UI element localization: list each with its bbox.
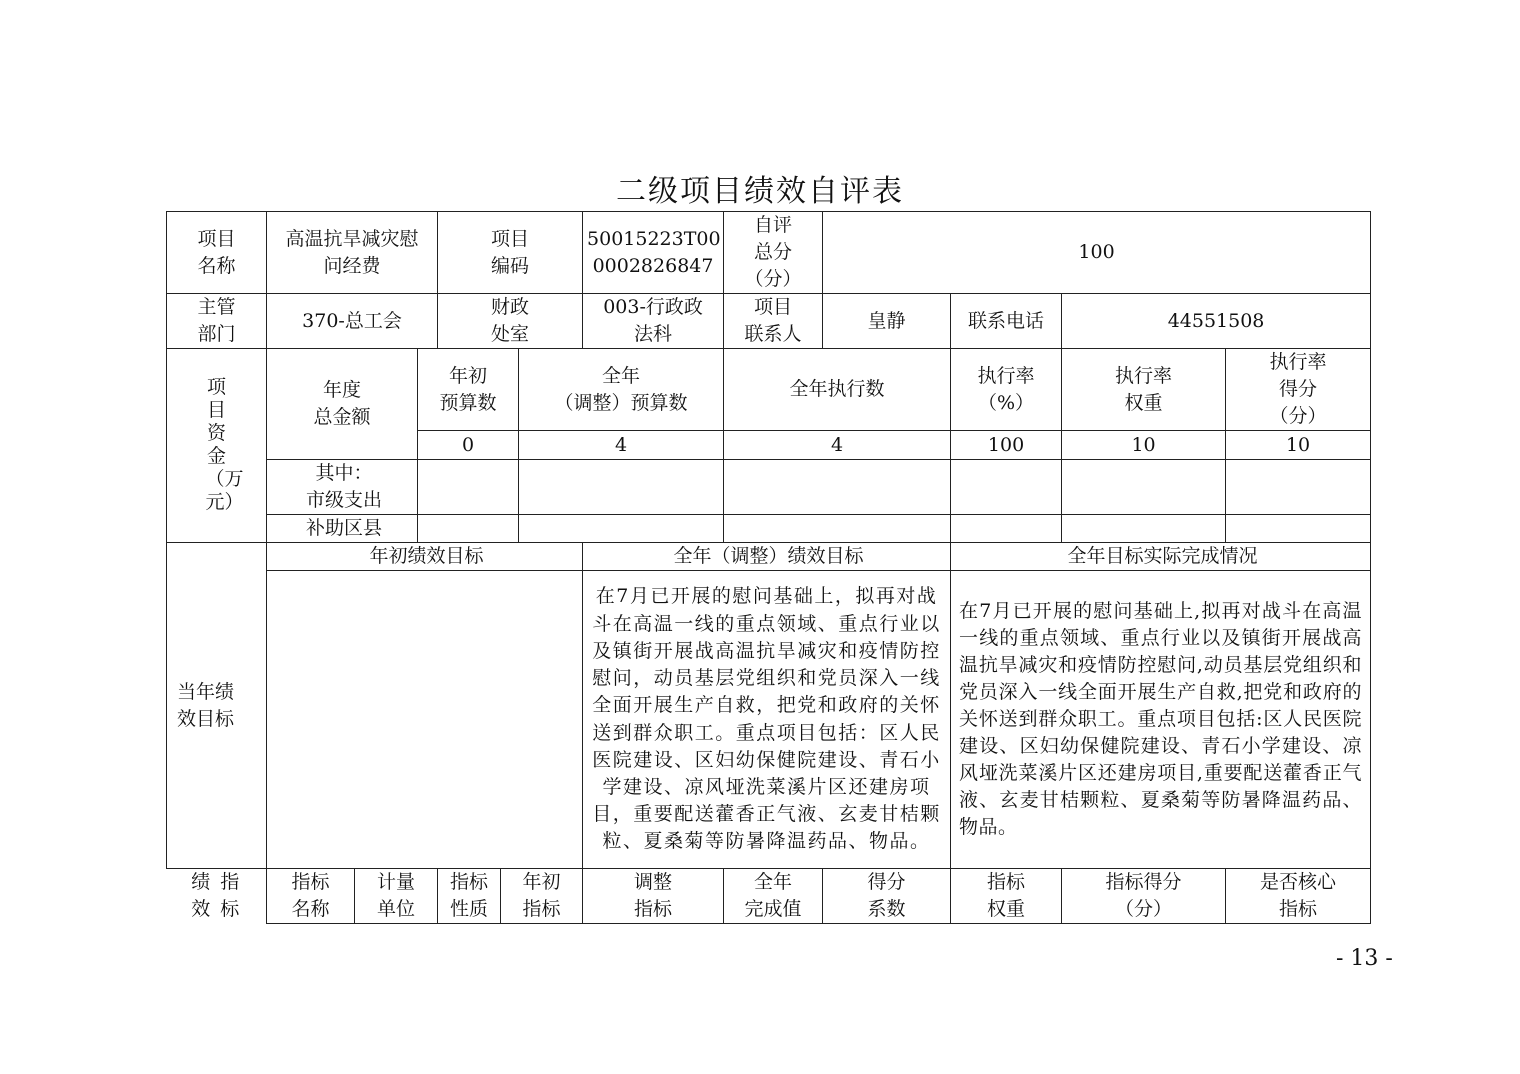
project-name-label: 项目 名称: [167, 212, 267, 294]
funds-district-adjusted: [519, 515, 724, 543]
funds-district-rate: [951, 515, 1062, 543]
page-number: - 13 -: [1336, 946, 1393, 971]
funds-city-weight: [1062, 460, 1226, 515]
self-score-value: 100: [823, 212, 1371, 294]
project-code-value: 50015223T00 0002826847: [583, 212, 724, 294]
funds-adjusted-value: 4: [519, 431, 724, 460]
self-score-label: 自评 总分 （分）: [724, 212, 823, 294]
dept-value: 370-总工会: [267, 294, 438, 349]
funds-header-total: 年度 总金额: [267, 349, 418, 460]
goals-initial-text: [267, 571, 583, 869]
funds-district-row: [167, 515, 1371, 543]
funds-header-executed: 全年执行数: [724, 349, 951, 431]
goals-adjusted-header: 全年（调整）绩效目标: [583, 543, 951, 571]
goals-initial-header: 年初绩效目标: [267, 543, 583, 571]
funds-city-label: 其中： 市级支出: [267, 460, 418, 515]
indicator-header-nature: 指标 性质: [438, 869, 501, 924]
indicator-header-adjusted: 调整 指标: [583, 869, 724, 924]
funds-city-initial: [418, 460, 519, 515]
funds-header-weight: 执行率 权重: [1062, 349, 1226, 431]
goals-content-row: [167, 571, 1371, 869]
funds-district-initial: [418, 515, 519, 543]
project-name-value: 高温抗旱减灾慰 问经费: [267, 212, 438, 294]
funds-city-adjusted: [519, 460, 724, 515]
funds-header-initial: 年初 预算数: [418, 349, 519, 431]
funds-header-score: 执行率 得分 （分）: [1226, 349, 1371, 431]
funds-city-score: [1226, 460, 1371, 515]
page-title: 二级项目绩效自评表: [616, 174, 904, 209]
contact-label: 项目 联系人: [724, 294, 823, 349]
funds-header-row: [167, 349, 1371, 431]
goals-section-label: 当年绩 效目标: [167, 543, 267, 869]
funds-rate-value: 100: [951, 431, 1062, 460]
funds-header-rate: 执行率 （%）: [951, 349, 1062, 431]
indicator-header-score: 指标得分 （分）: [1062, 869, 1226, 924]
funds-city-executed: [724, 460, 951, 515]
indicator-header-name: 指标 名称: [267, 869, 355, 924]
funds-initial-value: 0: [418, 431, 519, 460]
indicator-header-weight: 指标 权重: [951, 869, 1062, 924]
project-info-row: [167, 212, 1371, 294]
evaluation-form-table: [166, 211, 1371, 924]
phone-value: 44551508: [1062, 294, 1371, 349]
phone-label: 联系电话: [951, 294, 1062, 349]
contact-value: 皇静: [823, 294, 951, 349]
goals-header-row: [167, 543, 1371, 571]
department-row: [167, 294, 1371, 349]
indicator-header-core: 是否核心 指标: [1226, 869, 1371, 924]
indicator-header-initial: 年初 指标: [501, 869, 583, 924]
funds-header-adjusted: 全年 （调整）预算数: [519, 349, 724, 431]
funds-section-label: 项目资金（万元）: [167, 349, 267, 543]
funds-city-rate: [951, 460, 1062, 515]
project-code-label: 项目 编码: [438, 212, 583, 294]
funds-district-score: [1226, 515, 1371, 543]
finance-value: 003-行政政 法科: [583, 294, 724, 349]
funds-city-row: [167, 460, 1371, 515]
finance-label: 财政 处室: [438, 294, 583, 349]
funds-weight-value: 10: [1062, 431, 1226, 460]
indicator-header-unit: 计量 单位: [355, 869, 438, 924]
dept-label: 主管 部门: [167, 294, 267, 349]
funds-district-executed: [724, 515, 951, 543]
funds-executed-value: 4: [724, 431, 951, 460]
indicator-header-completed: 全年 完成值: [724, 869, 823, 924]
funds-district-weight: [1062, 515, 1226, 543]
goals-actual-header: 全年目标实际完成情况: [951, 543, 1371, 571]
indicators-section-label: 绩 指 效 标: [167, 869, 267, 924]
funds-score-value: 10: [1226, 431, 1371, 460]
indicator-header-coefficient: 得分 系数: [823, 869, 951, 924]
funds-district-label: 补助区县: [267, 515, 418, 543]
indicators-header-row: [167, 869, 1371, 924]
goals-actual-text: 在7月已开展的慰问基础上,拟再对战斗在高温一线的重点领域、重点行业以及镇街开展战高温抗旱减灾和疫情防控慰问,动员基层党组织和党员深入一线全面开展生产自救,把党和政府的关怀送到群众职工。重点项目包括:区人民医院建设、区妇幼保健院建设、青石小学建设、凉风垭洗菜溪片区还建房项目,重要配送藿香正气液、玄麦甘桔颗粒、夏桑菊等防暑降温药品、物品。: [951, 571, 1371, 869]
goals-adjusted-text: 在7月已开展的慰问基础上，拟再对战斗在高温一线的重点领域、重点行业以及镇街开展战高温抗旱减灾和疫情防控慰问，动员基层党组织和党员深入一线全面开展生产自救，把党和政府的关怀送到群众职工。重点项目包括：区人民医院建设、区妇幼保健院建设、青石小学建设、凉风垭洗菜溪片区还建房项目，重要配送藿香正气液、玄麦甘桔颗粒、夏桑菊等防暑降温药品、物品。: [583, 571, 951, 869]
